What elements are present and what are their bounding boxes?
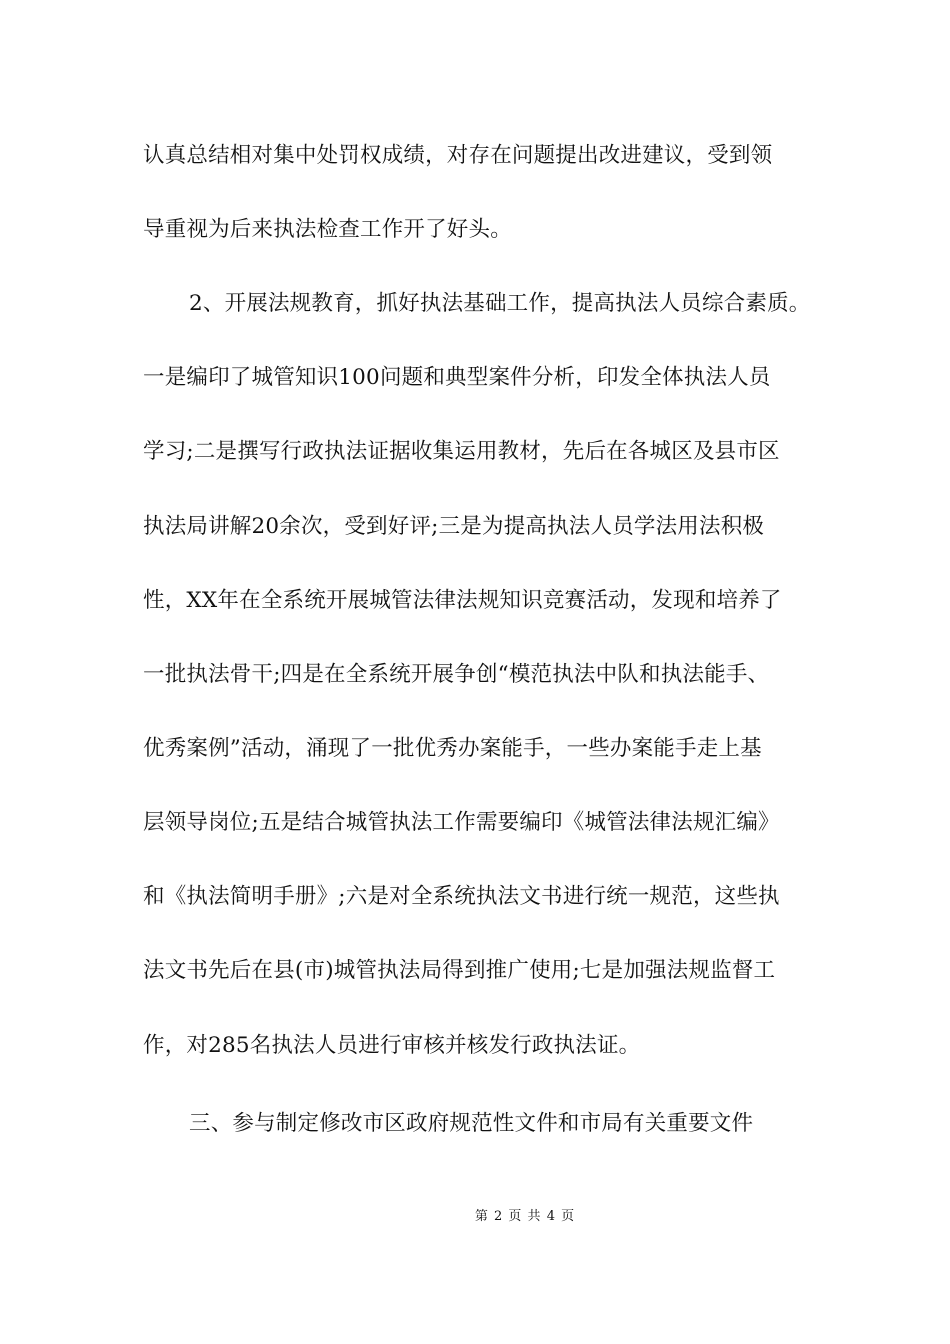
page-number-footer: 第 2 页 共 4 页 xyxy=(474,1209,576,1224)
body-text-line: 认真总结相对集中处罚权成绩，对存在问题提出改进建议，受到领 xyxy=(143,143,773,168)
body-text-line: 一是编印了城管知识100问题和典型案件分析，印发全体执法人员 xyxy=(143,365,771,390)
body-text-line: 优秀案例”活动，涌现了一批优秀办案能手，一些办案能手走上基 xyxy=(143,736,762,761)
body-text-line: 一批执法骨干;四是在全系统开展争创“模范执法中队和执法能手、 xyxy=(143,662,770,687)
body-text-line: 导重视为后来执法检查工作开了好头。 xyxy=(143,217,512,242)
section-heading: 2、开展法规教育，抓好执法基础工作，提高执法人员综合素质。 xyxy=(189,291,811,316)
body-text-line: 性，XX年在全系统开展城管法律法规知识竞赛活动，发现和培养了 xyxy=(143,588,782,613)
body-text-line: 和《执法简明手册》;六是对全系统执法文书进行统一规范，这些执 xyxy=(143,884,780,909)
body-text-line: 法文书先后在县(市)城管执法局得到推广使用;七是加强法规监督工 xyxy=(143,958,776,983)
body-text-line: 层领导岗位;五是结合城管执法工作需要编印《城管法律法规汇编》 xyxy=(143,810,780,835)
body-text-line: 学习;二是撰写行政执法证据收集运用教材，先后在各城区及县市区 xyxy=(143,439,780,464)
body-text-line: 执法局讲解20余次，受到好评;三是为提高执法人员学法用法积极 xyxy=(143,514,765,539)
section-heading: 三、参与制定修改市区政府规范性文件和市局有关重要文件 xyxy=(189,1111,754,1136)
body-text-line: 作，对285名执法人员进行审核并核发行政执法证。 xyxy=(143,1033,641,1058)
